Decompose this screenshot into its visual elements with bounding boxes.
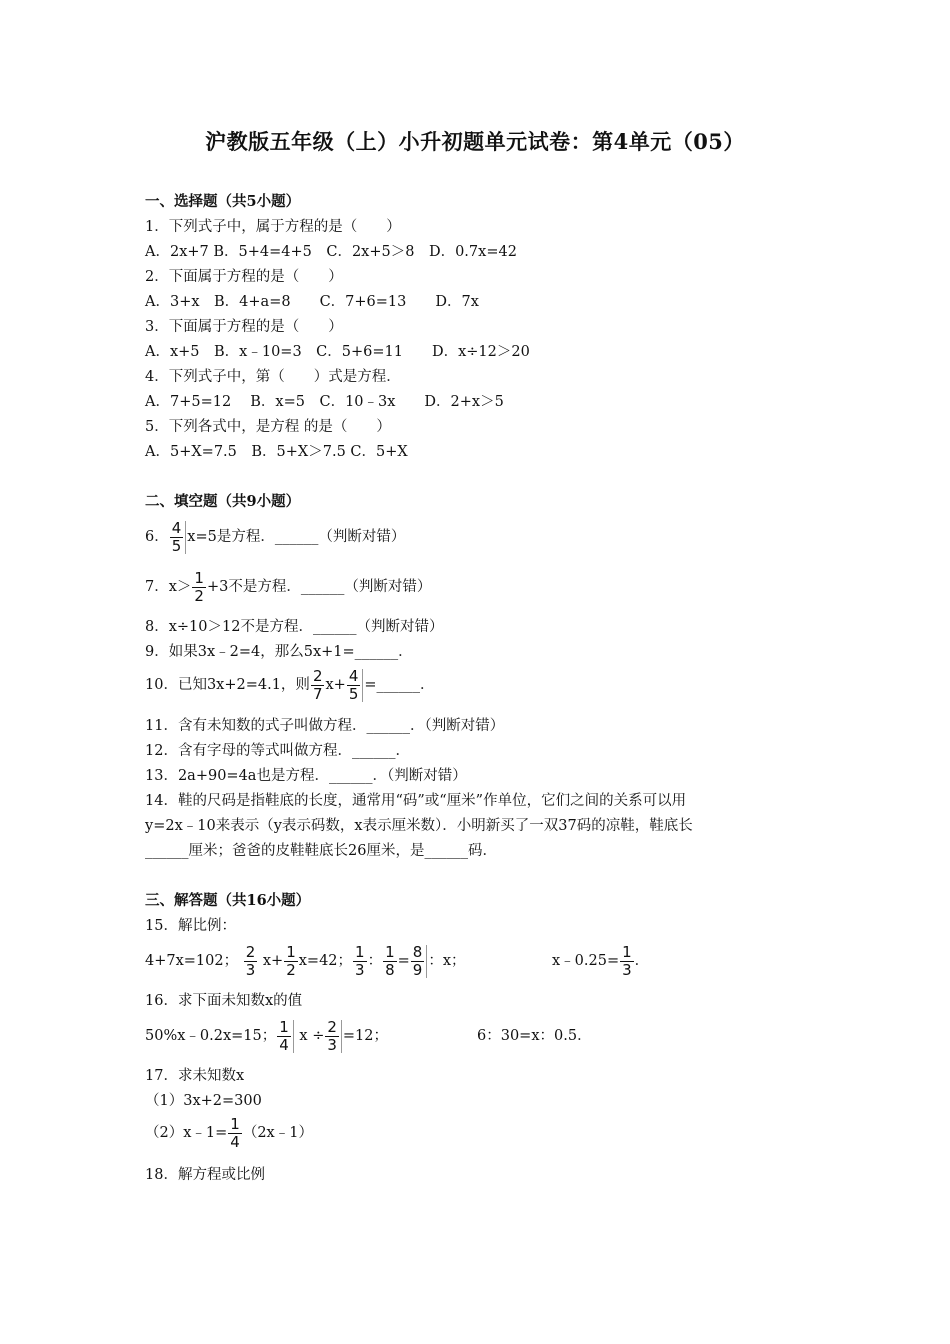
question-2-stem: 2．下面属于方程的是（ ） [145, 269, 343, 285]
denominator: 3 [327, 1035, 337, 1054]
question-6-text: x=5是方程．______（判断对错） [187, 529, 406, 545]
question-6-prefix: 6． [145, 529, 169, 545]
denominator: 3 [622, 960, 632, 979]
denominator: 2 [286, 960, 296, 979]
question-10 [145, 664, 435, 706]
denominator: 8 [385, 960, 395, 979]
question-4-options: A．7+5=12 B．x=5 C．10﹣3x D．2+x＞5 [145, 394, 504, 410]
fraction [347, 666, 364, 703]
section-heading-fill: 二、填空题（共9小题） [145, 493, 301, 510]
question-3-stem: 3．下面属于方程的是（ ） [145, 319, 343, 335]
numerator: 4 [171, 518, 182, 537]
question-7-prefix: 7．x＞ [145, 579, 192, 595]
fraction [383, 942, 397, 979]
numerator: 1 [279, 1017, 289, 1036]
question-15-items [145, 940, 466, 982]
fraction [353, 942, 367, 979]
section-heading-solve: 三、解答题（共16小题） [145, 892, 311, 909]
numerator: 2 [245, 942, 256, 961]
numerator: 1 [230, 1114, 240, 1133]
fraction [192, 568, 206, 605]
question-10-text: =______． [364, 677, 435, 693]
denominator: 5 [348, 684, 359, 703]
question-7-text: +3不是方程．______（判断对错） [206, 579, 432, 595]
numerator: 1 [385, 942, 395, 961]
question-5-options: A．5+X=7.5 B．5+X＞7.5 C．5+X [145, 444, 408, 460]
numerator: 2 [327, 1017, 337, 1036]
section-heading-choice: 一、选择题（共5小题） [145, 193, 301, 210]
question-1-options: A．2x+7 B．5+4=4+5 C．2x+5＞8 D．0.7x=42 [145, 244, 517, 260]
q16-item-b-mid: x ÷ [299, 1028, 325, 1044]
question-17-part-2 [145, 1112, 313, 1154]
question-16-stem: 16．求下面未知数x的值 [145, 993, 303, 1009]
question-14-line-3: ______厘米；爸爸的皮鞋鞋底长26厘米，是______码． [145, 843, 497, 859]
question-17-stem: 17．求未知数x [145, 1068, 245, 1084]
q15-item-b-post: x=42； [298, 953, 353, 969]
denominator: 3 [245, 960, 256, 979]
fraction [228, 1114, 242, 1151]
question-9: 9．如果3x﹣2=4，那么5x+1=______． [145, 644, 413, 660]
question-7 [145, 567, 431, 607]
page-title: 沪教版五年级（上）小升初题单元试卷：第4单元（05） [205, 129, 745, 154]
numerator: 1 [355, 942, 365, 961]
q15-equals: = [397, 953, 410, 969]
denominator: 4 [279, 1035, 289, 1054]
numerator: 2 [312, 666, 323, 685]
q15-item-d-post: ：x； [428, 953, 466, 969]
denominator: 5 [171, 536, 182, 555]
q16-item-b-post: =12； [342, 1028, 388, 1044]
question-10-mid: x+ [325, 677, 346, 693]
denominator: 2 [194, 586, 204, 605]
q17-part-2-post: （2x﹣1） [242, 1125, 313, 1141]
question-2-options: A．3+x B．4+a=8 C．7+6=13 D．7x [145, 294, 479, 310]
numerator: 1 [286, 942, 296, 961]
question-15-stem: 15．解比例： [145, 918, 236, 934]
q16-item-a: 50%x﹣0.2x=15； [145, 1028, 277, 1044]
question-8: 8．x÷10＞12不是方程．______（判断对错） [145, 619, 444, 635]
fraction [277, 1017, 294, 1054]
question-16-item-c: 6：30=x：0.5． [477, 1028, 592, 1044]
question-12: 12．含有字母的等式叫做方程．______． [145, 743, 410, 759]
q17-part-2-prefix: （2）x﹣1= [145, 1125, 228, 1141]
question-17-part-1: （1）3x+2=300 [145, 1093, 262, 1109]
question-14-line-1: 14．鞋的尺码是指鞋底的长度，通常用“码”或“厘米”作单位，它们之间的关系可以用 [145, 793, 687, 809]
fraction [244, 942, 258, 979]
q15-item-g: x﹣0.25= [552, 953, 620, 969]
fraction [284, 942, 298, 979]
numerator: 8 [412, 942, 423, 961]
question-18: 18．解方程或比例 [145, 1167, 265, 1183]
denominator: 3 [355, 960, 365, 979]
denominator: 4 [230, 1132, 240, 1151]
q15-item-a: 4+7x=102； [145, 953, 239, 969]
fraction [325, 1017, 342, 1054]
denominator: 7 [312, 684, 323, 703]
question-1-stem: 1．下列式子中，属于方程的是（ ） [145, 219, 401, 235]
question-16-items [145, 1015, 388, 1057]
numerator: 4 [348, 666, 359, 685]
question-3-options: A．x+5 B．x﹣10=3 C．5+6=11 D．x÷12＞20 [145, 344, 530, 360]
question-6 [145, 517, 405, 557]
fraction [170, 518, 187, 555]
fraction [620, 942, 634, 979]
fraction [411, 942, 428, 979]
question-13: 13．2a+90=4a也是方程．______．（判断对错） [145, 768, 467, 784]
q15-item-g-post: ． [634, 953, 650, 969]
question-11: 11．含有未知数的式子叫做方程．______．（判断对错） [145, 718, 505, 734]
numerator: 1 [622, 942, 632, 961]
denominator: 9 [412, 960, 423, 979]
question-14-line-2: y=2x﹣10来表示（y表示码数，x表示厘米数）．小明新买了一双37码的凉鞋，鞋底长 [145, 818, 693, 834]
numerator: 1 [194, 568, 204, 587]
question-4-stem: 4．下列式子中，第（ ）式是方程． [145, 369, 401, 385]
question-10-prefix: 10．已知3x+2=4.1，则 [145, 677, 310, 693]
question-5-stem: 5．下列各式中，是方程 的是（ ） [145, 419, 391, 435]
question-15-item-g [552, 940, 649, 982]
q15-item-b-mid: x+ [262, 953, 284, 969]
q15-colon: ： [367, 953, 383, 969]
fraction [311, 666, 325, 703]
